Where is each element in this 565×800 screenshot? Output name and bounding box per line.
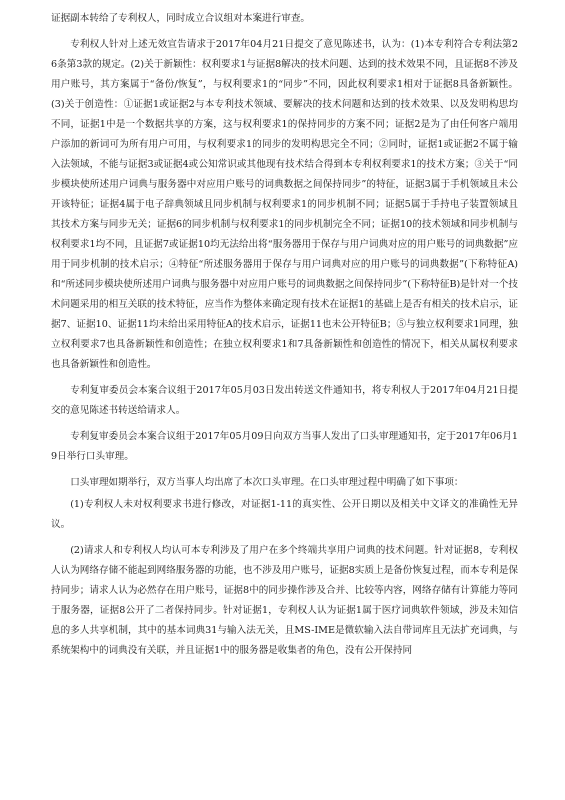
paragraph-review-intro: 证据副本转给了专利权人，同时成立合议组对本案进行审查。 bbox=[51, 13, 311, 24]
paragraph-item-2: (2)请求人和专利权人均认可本专利涉及了用户在多个终端共享用户词典的技术问题。针对证据8，专利权人认为网络存储不能起到网络服务器的功能，也不涉及用户账号，证据8实质上是备份恢复过程，而本专利是保持同步；请求人认为必然存在用户账号，证据8中的同步操作涉及合并、比较等内容，网络存储有计算能力等同于服务器，证据8公开了二者保持同步。针对证据1，专利权人认为证据1属于医疗词典软件领域，涉及未知信息的多人共享机制，其中的基本词典31与输入法无关，且MS-IME是微软输入法自带词库且无法扩充词典，与系统架构中的词典没有关联，并且证据1中的服务器是收集者的角色，没有公开保持同 bbox=[51, 545, 518, 656]
paragraph-transfer-notice: 专利复审委员会本案合议组于2017年05月03日发出转送文件通知书，将专利权人于2017年04月21日提交的意见陈述书转送给请求人。 bbox=[51, 385, 518, 416]
paragraph-item-1: (1)专利权人未对权利要求书进行修改，对证据1-11的真实性、公开日期以及相关中文译文的准确性无异议。 bbox=[51, 499, 518, 530]
paragraph-patentee-opinion: 专利权人针对上述无效宣告请求于2017年04月21日提交了意见陈述书，认为：(1)本专利符合专利法第26条第3款的规定。(2)关于新颖性：权利要求1与证据8解决的技术问题、达到的技术效果不同，且证据8不涉及用户账号，其方案属于“备份/恢复”，与权利要求1的“同步”不同，因此权利要求1相对于证据8具备新颖性。(3)关于创造性：①证据1或证据2与本专利技术领域、要解决的技术问题和达到的技术效果、以及发明构思均不同，证据1中是一个数据共享的方案，这与权利要求1的保持同步的方案不同；证据2是为了由任何客户端用户添加的新词可为所有用户可用，与权利要求1的同步的发明构思完全不同；②同时，证据1或证据2不属于输入法领域，不能与证据3或证据4或公知常识或其他现有技术结合得到本专利权利要求1的技术方案；③关于“同步模块使所述用户词典与服务器中对应用户账号的词典数据之间保持同步”的特征，证据3属于手机领域且未公开该特征；证据4属于电子辞典领域且同步机制与权利要求1的同步机制不同；证据5属于手持电子装置领域且其技术方案与同步无关；证据6的同步机制与权利要求1的同步机制完全不同；证据10的技术领域和同步机制与权利要求1均不同，且证据7或证据10均无法给出将“服务器用于保存与用户词典对应的用户账号的词典数据”应用于同步机制的技术启示；④特征“所述服务器用于保存与用户词典对应的用户账号的词典数据”(下称特征A)和“所述同步模块使所述用户词典与服务器中对应用户账号的词典数据之间保持同步”(下称特征B)是针对一个技术问题采用的相互关联的技术特征，应当作为整体来确定现有技术在证据1的基础上是否有相关的技术启示，证据7、证据10、证据11均未给出采用特征A的技术启示，证据11也未公开特征B；⑤与独立权利要求1同理，独立权利要求7也具备新颖性和创造性；在独立权利要求1和7具备新颖性和创造性的情况下，相关从属权利要求也具备新颖性和创造性。 bbox=[51, 39, 518, 370]
paragraph-oral-hearing-notice: 专利复审委员会本案合议组于2017年05月09日向双方当事人发出了口头审理通知书，定于2017年06月19日举行口头审理。 bbox=[51, 431, 518, 462]
paragraph-oral-hearing-held: 口头审理如期举行，双方当事人均出席了本次口头审理。在口头审理过程中明确了如下事项： bbox=[70, 477, 464, 488]
